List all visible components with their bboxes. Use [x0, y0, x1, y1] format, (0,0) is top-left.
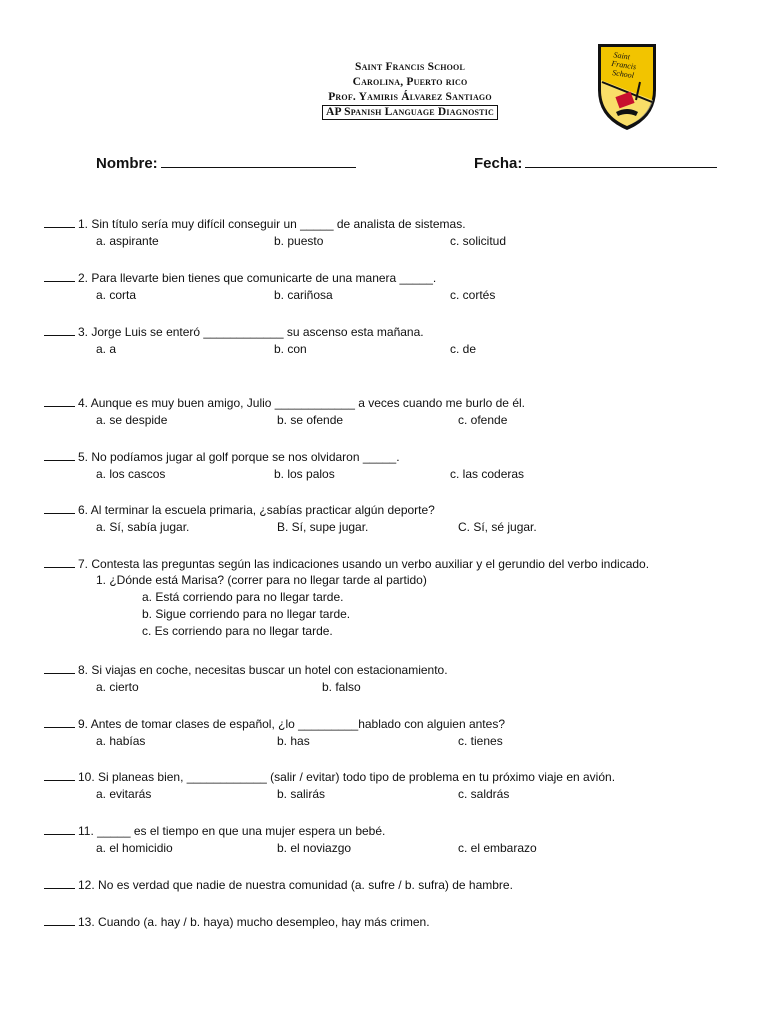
- answer-blank[interactable]: [44, 660, 75, 674]
- answer-blank[interactable]: [44, 214, 75, 228]
- option-b: b. falso: [322, 680, 361, 694]
- option-b: b. el noviazgo: [277, 841, 352, 855]
- question-stem: Antes de tomar clases de español, ¿lo _________hablado con alguien antes?: [90, 717, 505, 731]
- question-number: 10.: [78, 770, 95, 784]
- option-c: c. tienes: [458, 734, 503, 748]
- option-b: b. has: [277, 734, 310, 748]
- question-stem: Si planeas bien, ____________ (salir / evitar) todo tipo de problema en tu próximo viaje en avión.: [98, 770, 616, 784]
- school-city: Carolina, Puerto rico: [352, 76, 468, 88]
- option-c: c. el embarazo: [458, 841, 537, 855]
- answer-blank[interactable]: [44, 268, 75, 282]
- option-a: a. se despide: [96, 413, 168, 427]
- option-b: b. puesto: [274, 234, 324, 248]
- answer-blank[interactable]: [44, 821, 75, 835]
- option-c: C. Sí, sé jugar.: [458, 520, 537, 534]
- date-field[interactable]: [474, 152, 717, 172]
- option-c: c. Es corriendo para no llegar tarde.: [142, 624, 333, 638]
- option-c: c. de: [450, 342, 477, 356]
- date-label: Fecha:: [474, 155, 523, 172]
- option-b: b. se ofende: [277, 413, 344, 427]
- option-a: a. habías: [96, 734, 146, 748]
- teacher-name: Prof. Yamiris Álvarez Santiago: [328, 91, 492, 103]
- question-number: 8.: [78, 663, 89, 677]
- option-a: a. Sí, sabía jugar.: [96, 520, 190, 534]
- name-blank[interactable]: [161, 152, 356, 168]
- answer-blank[interactable]: [44, 447, 75, 461]
- question-stem: _____ es el tiempo en que una mujer espera un bebé.: [97, 824, 386, 838]
- school-crest-logo: [596, 40, 658, 132]
- option-b: b. salirás: [277, 787, 326, 801]
- option-b: b. con: [274, 342, 307, 356]
- question-stem: Contesta las preguntas según las indicaciones usando un verbo auxiliar y el gerundio del verbo indicado.: [91, 557, 650, 571]
- school-name: Saint Francis School: [354, 61, 466, 73]
- question-stem: Sin título sería muy difícil conseguir un _____ de analista de sistemas.: [91, 217, 466, 231]
- option-a: a. evitarás: [96, 787, 152, 801]
- question-8: [44, 660, 744, 696]
- option-a: a. a: [96, 342, 117, 356]
- question-11: [44, 821, 744, 857]
- question-number: 11.: [78, 824, 94, 838]
- answer-blank[interactable]: [44, 714, 75, 728]
- answer-blank[interactable]: [44, 554, 75, 568]
- question-number: 12.: [78, 878, 95, 892]
- question-number: 13.: [78, 915, 95, 929]
- question-stem: No es verdad que nadie de nuestra comunidad (a. sufre / b. sufra) de hambre.: [98, 878, 513, 892]
- option-c: c. las coderas: [450, 467, 525, 481]
- course-title: AP Spanish Language Diagnostic: [322, 105, 498, 120]
- question-9: [44, 714, 744, 750]
- question-7: [44, 554, 744, 640]
- question-stem: Aunque es muy buen amigo, Julio ____________ a veces cuando me burlo de él.: [90, 396, 525, 410]
- option-c: c. ofende: [458, 413, 508, 427]
- question-stem: No podíamos jugar al golf porque se nos olvidaron _____.: [91, 450, 400, 464]
- option-b: b. Sigue corriendo para no llegar tarde.: [142, 607, 351, 621]
- sub-question: 1. ¿Dónde está Marisa? (correr para no llegar tarde al partido): [96, 573, 427, 587]
- question-3: [44, 322, 744, 358]
- question-stem: Cuando (a. hay / b. haya) mucho desempleo, hay más crimen.: [98, 915, 430, 929]
- option-c: c. saldrás: [458, 787, 510, 801]
- answer-blank[interactable]: [44, 393, 75, 407]
- option-c: c. solicitud: [450, 234, 507, 248]
- question-6: [44, 500, 744, 536]
- question-number: 5.: [78, 450, 89, 464]
- question-stem: Al terminar la escuela primaria, ¿sabías practicar algún deporte?: [90, 503, 435, 517]
- question-4: [44, 393, 744, 429]
- option-a: a. aspirante: [96, 234, 159, 248]
- question-number: 7.: [78, 557, 89, 571]
- option-a: a. Está corriendo para no llegar tarde.: [142, 590, 344, 604]
- option-b: b. los palos: [274, 467, 335, 481]
- option-c: c. cortés: [450, 288, 496, 302]
- name-field[interactable]: [96, 152, 356, 172]
- question-13: [44, 912, 744, 930]
- school-header: [250, 60, 570, 120]
- question-10: [44, 767, 744, 803]
- option-b: B. Sí, supe jugar.: [277, 520, 369, 534]
- option-a: a. corta: [96, 288, 137, 302]
- question-number: 6.: [78, 503, 89, 517]
- question-1: [44, 214, 744, 250]
- question-12: [44, 875, 744, 893]
- question-stem: Jorge Luis se enteró ____________ su ascenso esta mañana.: [91, 325, 424, 339]
- question-number: 2.: [78, 271, 89, 285]
- question-number: 1.: [78, 217, 89, 231]
- answer-blank[interactable]: [44, 767, 75, 781]
- svg-text:Francis: Francis: [610, 58, 637, 72]
- answer-blank[interactable]: [44, 500, 75, 514]
- answer-blank[interactable]: [44, 322, 75, 336]
- question-number: 9.: [78, 717, 89, 731]
- name-label: Nombre:: [96, 155, 158, 172]
- answer-blank[interactable]: [44, 912, 75, 926]
- option-a: a. los cascos: [96, 467, 166, 481]
- date-blank[interactable]: [525, 152, 717, 168]
- question-stem: Si viajas en coche, necesitas buscar un hotel con estacionamiento.: [91, 663, 448, 677]
- question-2: [44, 268, 744, 304]
- question-stem: Para llevarte bien tienes que comunicarte de una manera _____.: [91, 271, 437, 285]
- option-b: b. cariñosa: [274, 288, 333, 302]
- question-number: 3.: [78, 325, 89, 339]
- question-number: 4.: [78, 396, 89, 410]
- option-a: a. el homicidio: [96, 841, 173, 855]
- svg-text:Saint: Saint: [612, 50, 631, 62]
- option-a: a. cierto: [96, 680, 139, 694]
- svg-text:School: School: [611, 68, 635, 81]
- answer-blank[interactable]: [44, 875, 75, 889]
- question-5: [44, 447, 744, 483]
